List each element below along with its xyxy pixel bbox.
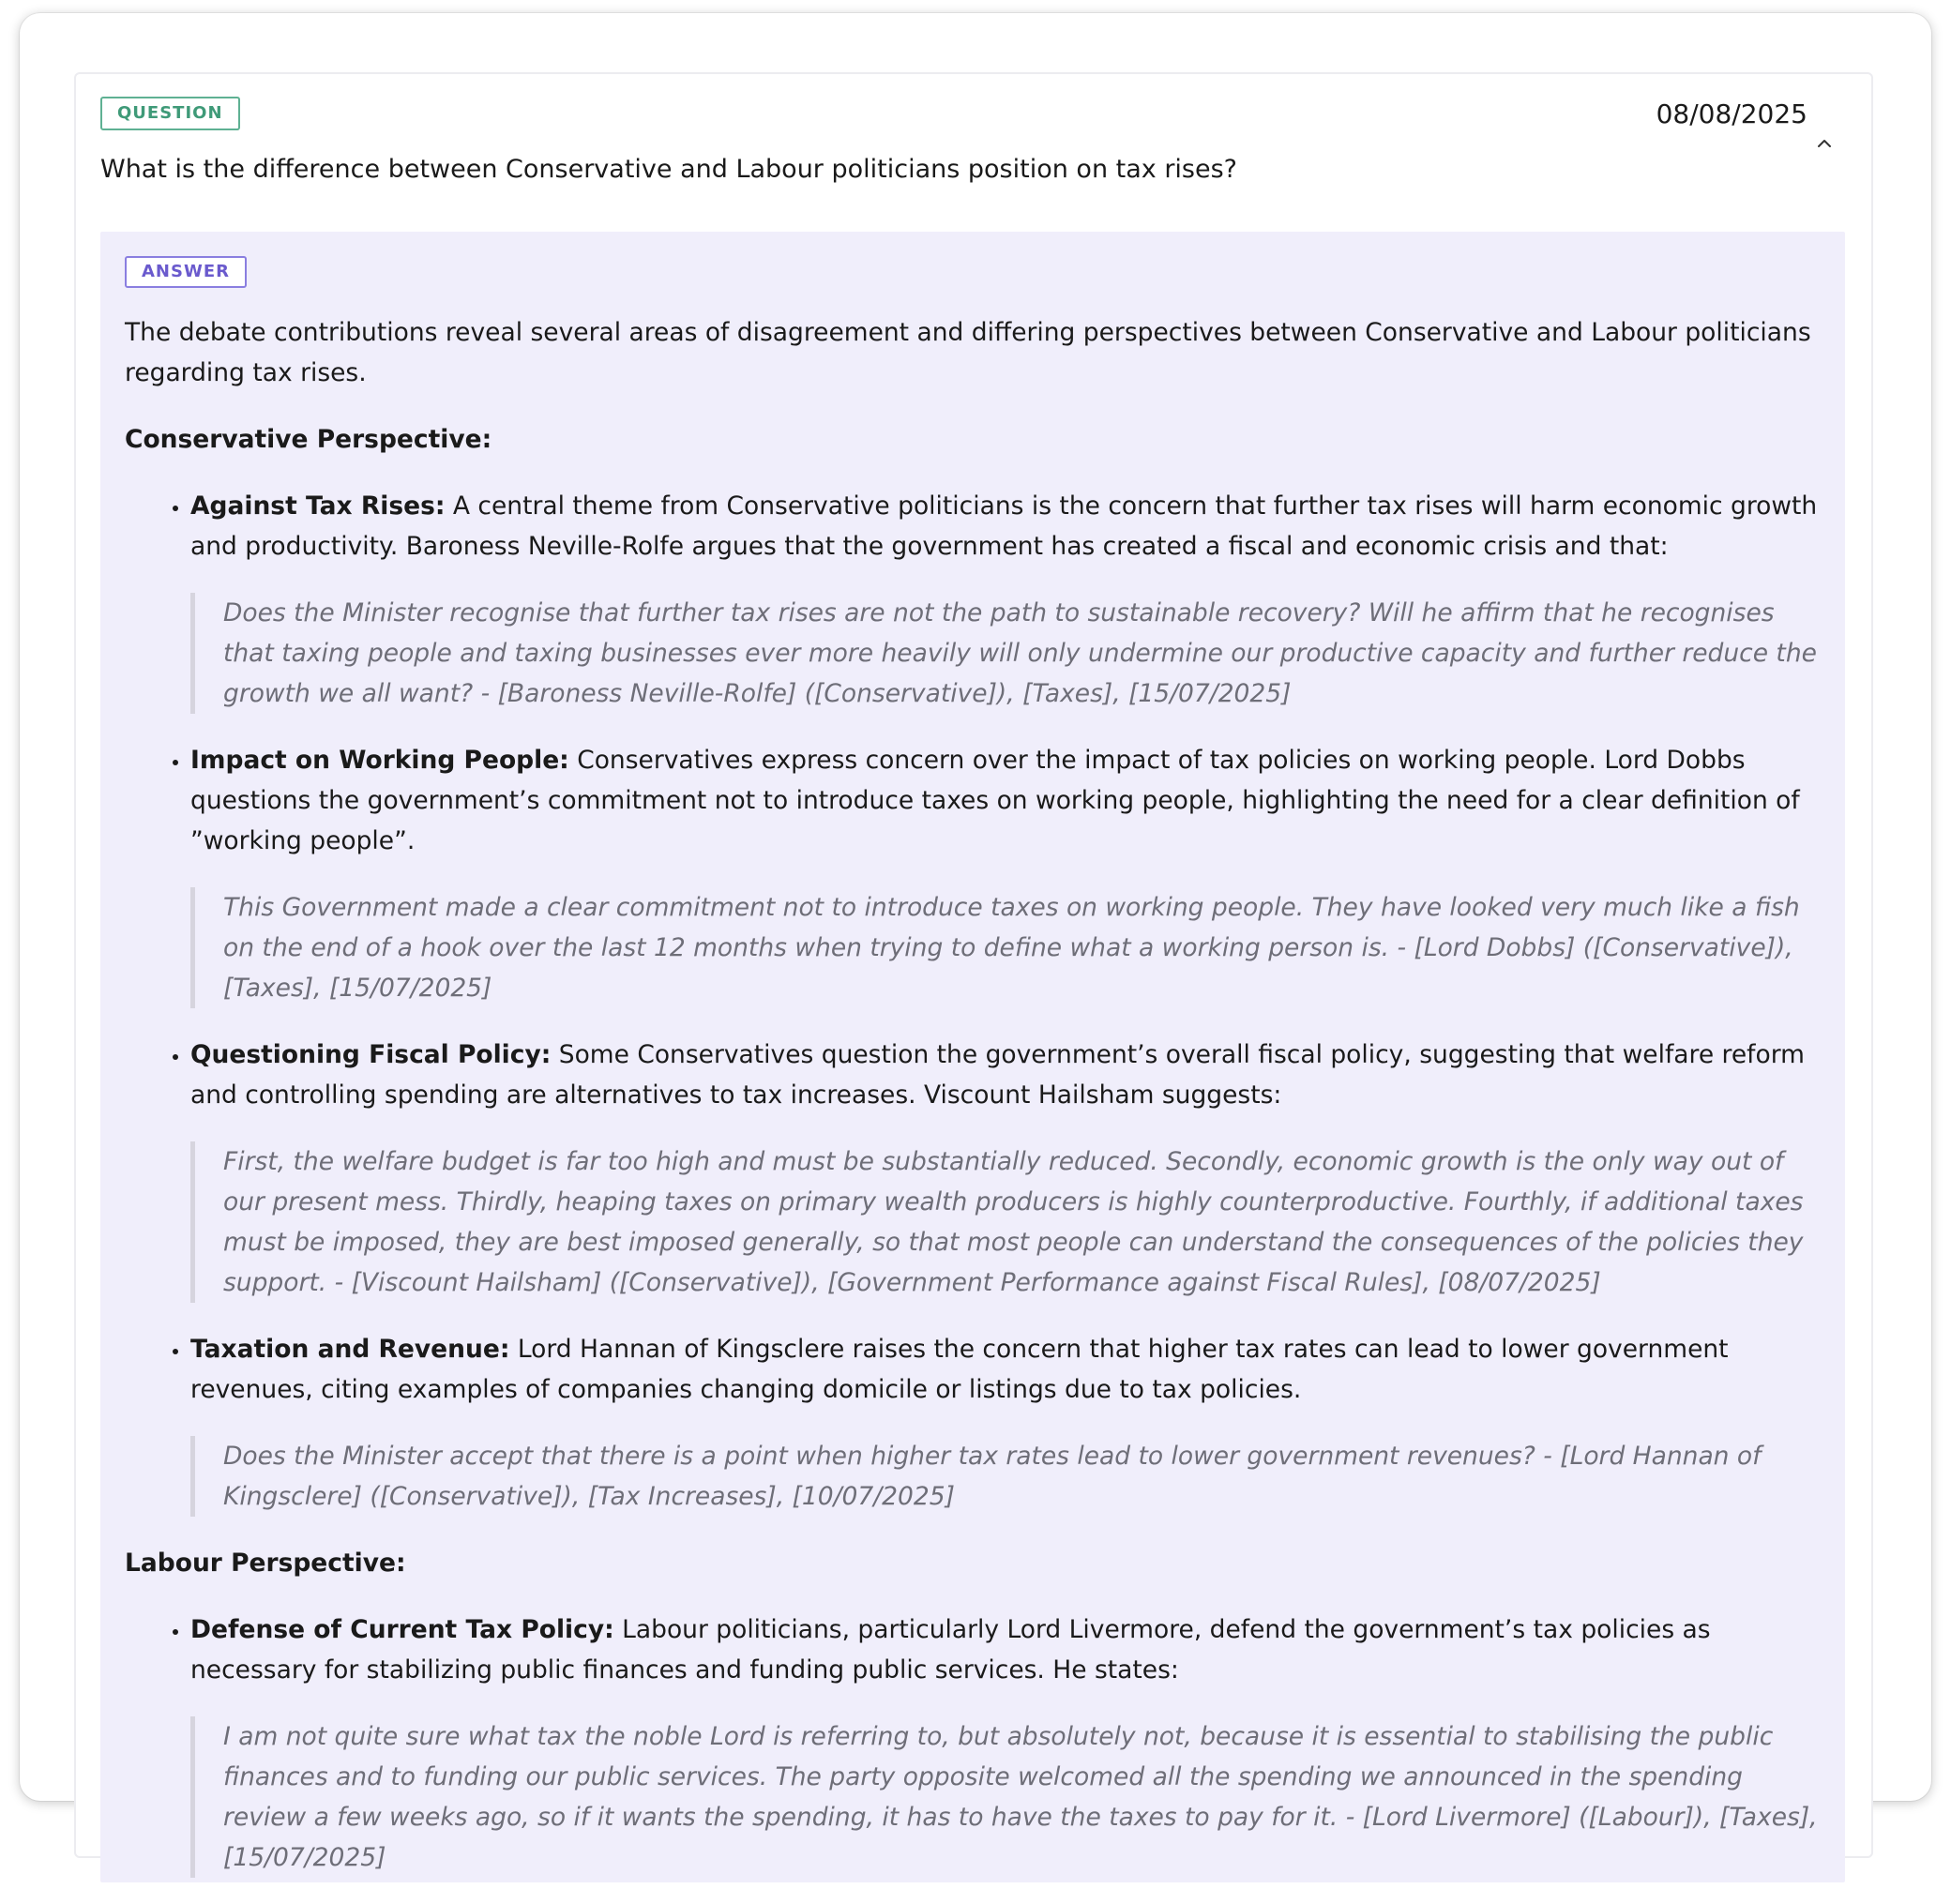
point-text: Lord Hannan of Kingsclere raises the concern that higher tax rates can lead to lower government revenues, citing examples of companies changing domicile or listings due to tax policies. [190, 1335, 1729, 1404]
answer-panel [100, 232, 1845, 1882]
labour-heading: Labour Perspective: [125, 1549, 406, 1578]
quote: I am not quite sure what tax the noble Lord is referring to, but absolutely not, because it is essential to stabilising the public finances and to funding our public services. The party opposite welcomed all the spending we announced in the spending review a few weeks ago, so if it wants the spending, it has to have the taxes to pay for it. - [Lord Livermore] ([Labour]), [Taxes], [15/07/2025] [190, 1716, 1822, 1878]
point-lead: Impact on Working People: [190, 746, 569, 775]
point-lead: Against Tax Rises: [190, 491, 446, 521]
chevron-up-icon[interactable] [1813, 132, 1836, 155]
question-text: What is the difference between Conservative and Labour politicians position on tax rises? [100, 155, 1238, 184]
quote: Does the Minister accept that there is a point when higher tax rates lead to lower government revenues? - [Lord Hannan of Kingsclere] ([Conservative]), [Tax Increases], [10/07/2025] [190, 1436, 1822, 1517]
point-text: Some Conservatives question the government’s overall fiscal policy, suggesting that welfare reform and controlling spending are alternatives to tax increases. Viscount Hailsham suggests: [190, 1040, 1805, 1110]
answer-intro: The debate contributions reveal several areas of disagreement and differing perspectives between Conservative and Labour politicians regarding tax rises. [125, 318, 1811, 387]
conservative-heading: Conservative Perspective: [125, 425, 492, 454]
question-date: 08/08/2025 [1656, 98, 1807, 129]
point-lead: Taxation and Revenue: [190, 1335, 510, 1364]
quote: This Government made a clear commitment not to introduce taxes on working people. They have looked very much like a fish on the end of a hook over the last 12 months when trying to define what a working person is. - [Lord Dobbs] ([Conservative]), [Taxes], [15/07/2025] [190, 887, 1822, 1008]
list-item [190, 1329, 1822, 1517]
point-text: A central theme from Conservative politicians is the concern that further tax rises will harm economic growth and productivity. Baroness Neville-Rolfe argues that the government has created a fiscal and economic crisis and that: [190, 491, 1818, 561]
answer-body [125, 312, 1822, 1904]
point-text: Conservatives express concern over the impact of tax policies on working people. Lord Dobbs questions the government’s commitment not to introduce taxes on working people, highlighting the need for a clear definition of ”working people”. [190, 746, 1800, 855]
conservative-points [125, 486, 1822, 1517]
question-tag: QUESTION [100, 97, 240, 130]
answer-tag: ANSWER [125, 256, 247, 288]
app-window [20, 13, 1931, 1872]
list-item [190, 740, 1822, 1008]
point-text: Labour politicians, particularly Lord Livermore, defend the government’s tax policies as necessary for stabilizing public finances and funding public services. He states: [190, 1615, 1711, 1685]
list-item [190, 1609, 1822, 1878]
qa-card [74, 72, 1873, 1872]
list-item [190, 1035, 1822, 1303]
labour-points [125, 1609, 1822, 1878]
quote: First, the welfare budget is far too high and must be substantially reduced. Secondly, economic growth is the only way out of our present mess. Thirdly, heaping taxes on primary wealth producers is highly counterproductive. Fourthly, if additional taxes must be imposed, they are best imposed generally, so that most people can understand the consequences of the policies they support. - [Viscount Hailsham] ([Conservative]), [Government Performance against Fiscal Rules], [08/07/2025] [190, 1141, 1822, 1303]
quote: Does the Minister recognise that further tax rises are not the path to sustainable recovery? Will he affirm that he recognises that taxing people and taxing businesses ever more heavily will only undermine our productive capacity and further reduce the growth we all want? - [Baroness Neville-Rolfe] ([Conservative]), [Taxes], [15/07/2025] [190, 593, 1822, 714]
point-lead: Questioning Fiscal Policy: [190, 1040, 552, 1069]
list-item [190, 486, 1822, 714]
point-lead: Defense of Current Tax Policy: [190, 1615, 614, 1644]
